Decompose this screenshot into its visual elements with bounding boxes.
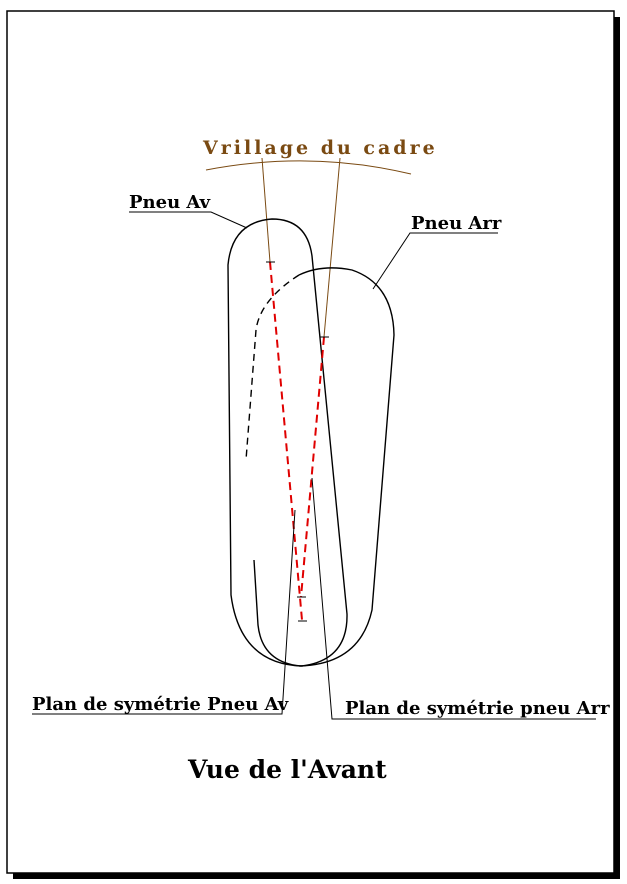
- front-plane-label: Plan de symétrie Pneu Av: [32, 694, 289, 715]
- page-title: Vue de l'Avant: [188, 755, 387, 784]
- angle-label: Vrillage du cadre: [203, 137, 438, 159]
- rear-plane-label: Plan de symétrie pneu Arr: [345, 698, 610, 719]
- front-tyre-label: Pneu Av: [129, 192, 211, 213]
- rear-tyre-label: Pneu Arr: [411, 213, 502, 234]
